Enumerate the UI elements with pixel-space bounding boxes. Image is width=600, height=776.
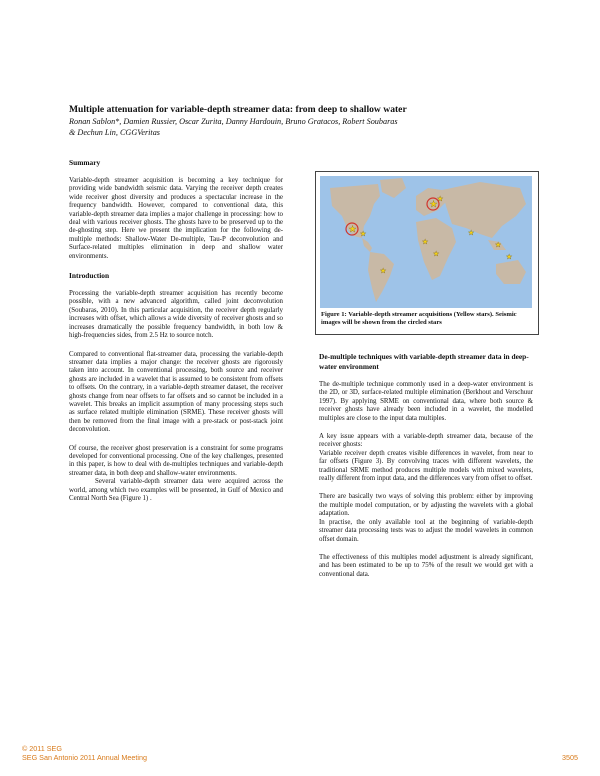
intro-paragraph-2: Compared to conventional flat-streamer data, processing the variable-depth streamer data implies a major change: the receiver ghosts are rigorously taken into account. In conventional processing, both source and receiver ghosts are included in a wavelet that is assumed to be consistent from offsets to offsets. On the contrary, in a variable-depth streamer dataset, the receiver ghosts change from near offsets to far offsets and so cannot be included in a wavelet. This breaks an implicit assumption of many processing steps such as surface related multiple elimination (SRME). These receiver ghosts will then be removed from the final image with a pre-stack or post-stack joint deconvolution. [69,350,283,434]
footer-copyright: © 2011 SEG [22,744,62,753]
summary-text: Variable-depth streamer acquisition is becoming a key technique for providing wide bandwidth seismic data. Varying the receiver depth creates wide receiver ghost diversity and produces a spectacular increase in the frequency bandwidth. However, compared to conventional data, this variable-depth streamer data implies a major challenge in processing: how to deal with various receiver ghosts. The ghosts have to be preserved up to the de-ghosting step. Here we present the implication for the following de-multiple methods: Shallow-Water De-multiple, Tau-P deconvolution and Surface-related multiples elimination in deep and shallow water environments. [69,177,283,260]
figure-1-caption: Figure 1: Variable-depth streamer acquisitions (Yellow stars). Seismic images will be shown from the circled stars [321,311,517,327]
star-icon: ★ [506,253,513,261]
page-number: 3505 [562,753,578,762]
star-icon: ★ [437,195,444,203]
world-map [320,176,532,308]
summary-heading: Summary [69,158,101,167]
demultiple-paragraph-1: The de-multiple technique commonly used in a deep-water environment is the 2D, or 3D, surface-related multiple elimination (Berkhout and Verschuur 1997). By applying SRME on conventional data, where both source & receiver ghosts have already been included in a wavelet, the modelled multiples are close to the input data multiples. [319,381,533,422]
authors-line-1: Ronan Sablon*, Damien Russier, Oscar Zurita, Danny Hardouin, Bruno Gratacos, Robert Soubaras [69,117,398,126]
star-icon: ★ [468,229,475,237]
intro-paragraph-3: Of course, the receiver ghost preservation is a constraint for some programs developed for conventional processing. One of the key challenges, presented in this paper, is how to deal with de-multiples techniques and variable-depth streamer data, in both deep and shallow-water environments. [69,444,283,477]
demultiple-heading: De-multiple techniques with variable-depth streamer data in deep-water environment [319,352,529,371]
left-column [69,158,283,513]
demultiple-paragraph-2a: A key issue appears with a variable-depth streamer data, because of the receiver ghosts: [319,433,533,449]
star-icon: ★ [429,199,438,209]
star-icon: ★ [422,238,429,246]
star-icon: ★ [348,224,357,234]
authors [69,116,539,138]
demultiple-paragraph-2b: Variable receiver depth creates visible differences in wavelet, from near to far offsets (Figure 3). By convolving traces with different wavelets, the traditional SRME method produces multiple models with mixed wavelets, really different from input data, and the differences vary from offset to offset. [319,449,533,483]
star-icon: ★ [495,241,502,249]
page-footer [22,744,578,762]
star-icon: ★ [433,250,440,258]
paper-title: Multiple attenuation for variable-depth streamer data: from deep to shallow water [69,104,407,115]
demultiple-paragraph-4: The effectiveness of this multiples model adjustment is already significant, and has been estimated to be up to 75% of the result we would get with a conventional data. [319,553,533,578]
introduction-heading: Introduction [69,271,110,281]
intro-paragraph-1: Processing the variable-depth streamer acquisition has recently become possible, with a new advanced algorithm, called joint deconvolution (Soubaras, 2010). In this particular acquisition, the receiver depth regularly increases with offset, which allows a wide diversity of receiver ghosts and so increases dramatically the possible frequency bandwidth, in both low & high-frequencies sides, from 2.5 Hz to source notch. [69,290,283,340]
star-icon: ★ [380,267,387,275]
demultiple-paragraph-3b: In practise, the only available tool at the beginning of variable-depth streamer data processing tests was to adjust the model wavelets in common offset domain. [319,518,533,543]
demultiple-paragraph-3a: There are basically two ways of solving this problem: either by improving the multiple model computation, or by adjusting the wavelets with a global adaptation. [319,493,533,518]
footer-meeting: SEG San Antonio 2011 Annual Meeting [22,753,147,762]
figure-1 [315,171,539,335]
intro-paragraph-4: Several variable-depth streamer data were acquired across the world, among which two examples will be presented, in Gulf of Mexico and Central North Sea (Figure 1) . [69,478,283,502]
star-icon: ★ [360,230,367,238]
right-column [319,352,533,589]
authors-line-2: & Dechun Lin, CGGVeritas [69,128,160,137]
